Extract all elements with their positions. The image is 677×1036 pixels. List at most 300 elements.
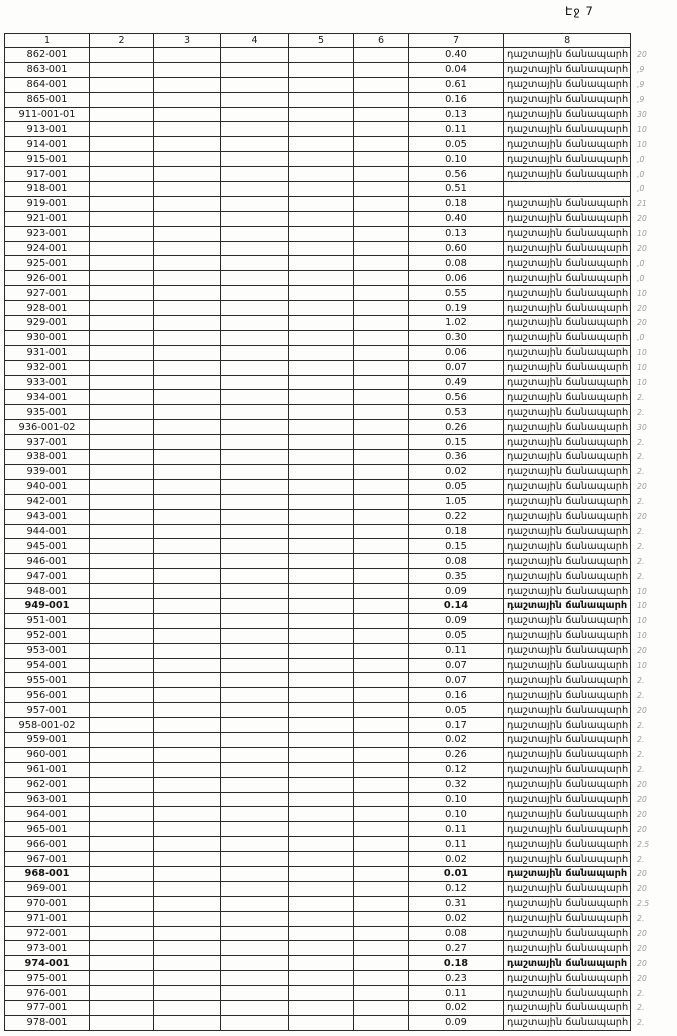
empty-cell [289, 703, 354, 718]
empty-cell [90, 450, 154, 465]
table-row [5, 345, 676, 360]
empty-cell [354, 598, 409, 613]
empty-cell [90, 747, 154, 762]
empty-cell [221, 837, 289, 852]
margin-note: ,0 [637, 258, 645, 268]
empty-cell [154, 658, 221, 673]
road-code-cell: 976-001 [5, 986, 90, 1001]
road-code-cell: 939-001 [5, 464, 90, 479]
road-type-cell: դաշտային ճանապարհ [504, 167, 631, 182]
road-code-cell: 968-001 [5, 866, 90, 881]
empty-cell [90, 703, 154, 718]
empty-cell [221, 77, 289, 92]
table-row [5, 896, 676, 911]
empty-cell [221, 762, 289, 777]
empty-cell [354, 48, 409, 63]
empty-cell [289, 450, 354, 465]
road-code-cell: 915-001 [5, 152, 90, 167]
empty-cell [289, 390, 354, 405]
empty-cell [221, 390, 289, 405]
area-value-cell: 0.05 [409, 703, 504, 718]
road-type-cell: դաշտային ճանապարհ [504, 688, 631, 703]
road-type-cell: դաշտային ճանապարհ [504, 598, 631, 613]
empty-cell [354, 256, 409, 271]
area-value-cell: 0.22 [409, 509, 504, 524]
empty-cell [221, 852, 289, 867]
road-type-cell: դաշտային ճանապարհ [504, 479, 631, 494]
empty-cell [354, 390, 409, 405]
empty-cell [90, 405, 154, 420]
area-value-cell: 0.13 [409, 107, 504, 122]
empty-cell [354, 167, 409, 182]
table-row [5, 613, 676, 628]
empty-cell [221, 405, 289, 420]
empty-cell [354, 688, 409, 703]
empty-cell [221, 316, 289, 331]
road-code-cell: 953-001 [5, 643, 90, 658]
empty-cell [289, 688, 354, 703]
column-header: 5 [289, 34, 354, 48]
road-code-cell: 938-001 [5, 450, 90, 465]
empty-cell [289, 182, 354, 197]
table-row [5, 48, 676, 63]
empty-cell [354, 986, 409, 1001]
empty-cell [90, 196, 154, 211]
road-code-cell: 919-001 [5, 196, 90, 211]
empty-cell [90, 182, 154, 197]
area-value-cell: 0.40 [409, 211, 504, 226]
empty-cell [154, 405, 221, 420]
margin-note: 20 [637, 646, 647, 656]
empty-cell [289, 330, 354, 345]
empty-cell [354, 866, 409, 881]
area-value-cell: 0.06 [409, 271, 504, 286]
road-code-cell: 932-001 [5, 360, 90, 375]
empty-cell [289, 256, 354, 271]
margin-note: 2.5 [637, 899, 650, 909]
empty-cell [289, 196, 354, 211]
table-row [5, 167, 676, 182]
column-header: 3 [154, 34, 221, 48]
margin-note: 20 [637, 318, 647, 328]
area-value-cell: 0.26 [409, 420, 504, 435]
empty-cell [354, 494, 409, 509]
area-value-cell: 0.13 [409, 226, 504, 241]
road-type-cell: դաշտային ճանապարհ [504, 390, 631, 405]
empty-cell [354, 822, 409, 837]
empty-cell [289, 167, 354, 182]
empty-cell [354, 77, 409, 92]
empty-cell [154, 926, 221, 941]
empty-cell [90, 479, 154, 494]
area-value-cell: 1.05 [409, 494, 504, 509]
empty-cell [221, 584, 289, 599]
empty-cell [90, 837, 154, 852]
area-value-cell: 0.07 [409, 658, 504, 673]
empty-cell [354, 852, 409, 867]
empty-cell [154, 479, 221, 494]
empty-cell [221, 241, 289, 256]
empty-cell [354, 137, 409, 152]
area-value-cell: 0.09 [409, 584, 504, 599]
table-row [5, 152, 676, 167]
empty-cell [154, 464, 221, 479]
empty-cell [221, 732, 289, 747]
table-row [5, 360, 676, 375]
area-value-cell: 0.09 [409, 613, 504, 628]
table-row [5, 807, 676, 822]
area-value-cell: 0.31 [409, 896, 504, 911]
empty-cell [90, 375, 154, 390]
empty-cell [154, 866, 221, 881]
empty-cell [90, 569, 154, 584]
empty-cell [90, 986, 154, 1001]
empty-cell [221, 822, 289, 837]
empty-cell [354, 241, 409, 256]
empty-cell [354, 584, 409, 599]
empty-cell [154, 598, 221, 613]
empty-cell [90, 628, 154, 643]
empty-cell [221, 509, 289, 524]
road-type-cell: դաշտային ճանապարհ [504, 286, 631, 301]
empty-cell [154, 837, 221, 852]
road-code-cell: 970-001 [5, 896, 90, 911]
empty-cell [154, 762, 221, 777]
empty-cell [354, 360, 409, 375]
empty-cell [90, 792, 154, 807]
empty-cell [354, 956, 409, 971]
area-value-cell: 0.16 [409, 92, 504, 107]
road-code-cell: 865-001 [5, 92, 90, 107]
empty-cell [221, 182, 289, 197]
empty-cell [221, 524, 289, 539]
empty-cell [221, 926, 289, 941]
empty-cell [289, 971, 354, 986]
road-code-cell: 951-001 [5, 613, 90, 628]
road-code-cell: 973-001 [5, 941, 90, 956]
empty-cell [90, 494, 154, 509]
empty-cell [221, 122, 289, 137]
column-header: 6 [354, 34, 409, 48]
empty-cell [154, 286, 221, 301]
empty-cell [354, 509, 409, 524]
empty-cell [221, 941, 289, 956]
table-row [5, 569, 676, 584]
empty-cell [221, 286, 289, 301]
road-code-cell: 931-001 [5, 345, 90, 360]
empty-cell [221, 971, 289, 986]
margin-note: 20 [637, 824, 647, 834]
empty-cell [354, 941, 409, 956]
table-row [5, 524, 676, 539]
table-row [5, 286, 676, 301]
empty-cell [154, 941, 221, 956]
table-row [5, 881, 676, 896]
table-row [5, 182, 676, 197]
area-value-cell: 0.27 [409, 941, 504, 956]
road-code-cell: 961-001 [5, 762, 90, 777]
empty-cell [221, 658, 289, 673]
table-row [5, 747, 676, 762]
road-type-cell: դաշտային ճանապարհ [504, 986, 631, 1001]
area-value-cell: 0.49 [409, 375, 504, 390]
empty-cell [90, 911, 154, 926]
margin-note: 10 [637, 348, 647, 358]
road-code-cell: 933-001 [5, 375, 90, 390]
road-code-cell: 940-001 [5, 479, 90, 494]
table-row [5, 420, 676, 435]
road-type-cell: դաշտային ճանապարհ [504, 509, 631, 524]
table-row [5, 852, 676, 867]
area-value-cell: 0.05 [409, 479, 504, 494]
empty-cell [354, 435, 409, 450]
empty-cell [289, 986, 354, 1001]
empty-cell [154, 718, 221, 733]
table-row [5, 494, 676, 509]
margin-note: 2.5 [637, 839, 650, 849]
empty-cell [154, 256, 221, 271]
area-value-cell: 0.12 [409, 881, 504, 896]
table-row [5, 628, 676, 643]
empty-cell [289, 62, 354, 77]
road-code-cell: 946-001 [5, 554, 90, 569]
margin-note: 10 [637, 139, 647, 149]
table-header [5, 34, 676, 48]
road-type-cell: դաշտային ճանապարհ [504, 137, 631, 152]
empty-cell [289, 941, 354, 956]
road-code-cell: 974-001 [5, 956, 90, 971]
margin-note: ,0 [637, 154, 645, 164]
road-code-cell: 864-001 [5, 77, 90, 92]
road-type-cell: դաշտային ճանապարհ [504, 852, 631, 867]
empty-cell [221, 152, 289, 167]
road-type-cell: դաշտային ճանապարհ [504, 613, 631, 628]
empty-cell [154, 211, 221, 226]
margin-note: 10 [637, 378, 647, 388]
table-row [5, 718, 676, 733]
table-row [5, 777, 676, 792]
road-type-cell: դաշտային ճանապարհ [504, 866, 631, 881]
road-code-cell: 913-001 [5, 122, 90, 137]
empty-cell [90, 613, 154, 628]
road-type-cell: դաշտային ճանապարհ [504, 271, 631, 286]
empty-cell [90, 330, 154, 345]
margin-note: 10 [637, 631, 647, 641]
road-type-cell: դաշտային ճանապարհ [504, 62, 631, 77]
empty-cell [221, 643, 289, 658]
road-type-cell: դաշտային ճանապարհ [504, 911, 631, 926]
margin-note: 10 [637, 288, 647, 298]
empty-cell [154, 345, 221, 360]
empty-cell [354, 732, 409, 747]
empty-cell [289, 405, 354, 420]
table-row [5, 658, 676, 673]
margin-note: ,0 [637, 169, 645, 179]
table-row [5, 271, 676, 286]
road-code-cell: 952-001 [5, 628, 90, 643]
empty-cell [289, 107, 354, 122]
road-code-cell: 928-001 [5, 301, 90, 316]
empty-cell [154, 896, 221, 911]
area-value-cell: 0.51 [409, 182, 504, 197]
empty-cell [289, 747, 354, 762]
empty-cell [154, 420, 221, 435]
empty-cell [221, 613, 289, 628]
empty-cell [154, 226, 221, 241]
area-value-cell: 0.23 [409, 971, 504, 986]
table-row [5, 703, 676, 718]
empty-cell [90, 256, 154, 271]
margin-note: 2. [637, 392, 645, 402]
area-value-cell: 0.18 [409, 956, 504, 971]
area-value-cell: 0.15 [409, 539, 504, 554]
road-code-cell: 918-001 [5, 182, 90, 197]
margin-note: ,0 [637, 184, 645, 194]
margin-note: 20 [637, 512, 647, 522]
margin-note: 2. [637, 571, 645, 581]
area-value-cell: 0.02 [409, 852, 504, 867]
table-row [5, 435, 676, 450]
road-code-cell: 921-001 [5, 211, 90, 226]
empty-cell [289, 241, 354, 256]
empty-cell [90, 464, 154, 479]
empty-cell [221, 986, 289, 1001]
area-value-cell: 0.08 [409, 554, 504, 569]
area-value-cell: 0.15 [409, 435, 504, 450]
road-code-cell: 942-001 [5, 494, 90, 509]
empty-cell [154, 509, 221, 524]
table-header-row [5, 34, 676, 48]
empty-cell [354, 405, 409, 420]
table-row [5, 598, 676, 613]
empty-cell [289, 852, 354, 867]
empty-cell [90, 852, 154, 867]
road-type-cell: դաշտային ճանապարհ [504, 673, 631, 688]
table-row [5, 62, 676, 77]
empty-cell [289, 866, 354, 881]
road-type-cell: դաշտային ճանապարհ [504, 628, 631, 643]
empty-cell [354, 881, 409, 896]
empty-cell [221, 1015, 289, 1030]
road-code-cell: 924-001 [5, 241, 90, 256]
road-code-cell: 926-001 [5, 271, 90, 286]
road-type-cell: դաշտային ճանապարհ [504, 450, 631, 465]
area-value-cell: 0.09 [409, 1015, 504, 1030]
road-type-cell: դաշտային ճանապարհ [504, 196, 631, 211]
road-type-cell: դաշտային ճանապարհ [504, 926, 631, 941]
empty-cell [154, 807, 221, 822]
margin-note: 2. [637, 914, 645, 924]
empty-cell [289, 673, 354, 688]
area-value-cell: 0.14 [409, 598, 504, 613]
empty-cell [354, 196, 409, 211]
empty-cell [354, 62, 409, 77]
margin-note: 20 [637, 794, 647, 804]
empty-cell [90, 881, 154, 896]
margin-note: 2. [637, 675, 645, 685]
margin-note: 2. [637, 437, 645, 447]
empty-cell [154, 703, 221, 718]
road-type-cell: դաշտային ճանապարհ [504, 584, 631, 599]
road-type-cell: դաշտային ճանապարհ [504, 777, 631, 792]
empty-cell [221, 435, 289, 450]
table-row [5, 971, 676, 986]
empty-cell [90, 420, 154, 435]
empty-cell [90, 286, 154, 301]
area-value-cell: 0.01 [409, 866, 504, 881]
empty-cell [90, 524, 154, 539]
road-code-cell: 917-001 [5, 167, 90, 182]
empty-cell [354, 182, 409, 197]
margin-note: 2. [637, 735, 645, 745]
area-value-cell: 0.35 [409, 569, 504, 584]
margin-note: 20 [637, 869, 647, 879]
road-code-cell: 943-001 [5, 509, 90, 524]
empty-cell [289, 420, 354, 435]
empty-cell [354, 718, 409, 733]
empty-cell [221, 598, 289, 613]
area-value-cell: 0.56 [409, 167, 504, 182]
road-type-cell: դաշտային ճանապարհ [504, 718, 631, 733]
road-type-cell: դաշտային ճանապարհ [504, 464, 631, 479]
empty-cell [90, 732, 154, 747]
margin-note: 20 [637, 884, 647, 894]
table-row [5, 301, 676, 316]
empty-cell [289, 92, 354, 107]
road-type-cell: դաշտային ճանապարհ [504, 77, 631, 92]
table-row [5, 390, 676, 405]
empty-cell [154, 792, 221, 807]
empty-cell [154, 137, 221, 152]
empty-cell [221, 554, 289, 569]
empty-cell [154, 450, 221, 465]
empty-cell [289, 509, 354, 524]
area-value-cell: 0.32 [409, 777, 504, 792]
road-code-cell: 947-001 [5, 569, 90, 584]
table-row [5, 241, 676, 256]
table-row [5, 211, 676, 226]
empty-cell [90, 718, 154, 733]
area-value-cell: 0.19 [409, 301, 504, 316]
empty-cell [154, 956, 221, 971]
empty-cell [154, 524, 221, 539]
empty-cell [354, 613, 409, 628]
empty-cell [154, 852, 221, 867]
margin-note: 2. [637, 452, 645, 462]
empty-cell [289, 211, 354, 226]
empty-cell [154, 360, 221, 375]
area-value-cell: 0.04 [409, 62, 504, 77]
area-value-cell: 0.06 [409, 345, 504, 360]
empty-cell [289, 524, 354, 539]
area-value-cell: 0.02 [409, 1001, 504, 1016]
empty-cell [154, 688, 221, 703]
road-code-cell: 925-001 [5, 256, 90, 271]
empty-cell [221, 360, 289, 375]
empty-cell [221, 479, 289, 494]
area-value-cell: 0.56 [409, 390, 504, 405]
empty-cell [221, 330, 289, 345]
margin-note: 2. [637, 750, 645, 760]
empty-cell [289, 718, 354, 733]
empty-cell [90, 688, 154, 703]
road-code-cell: 966-001 [5, 837, 90, 852]
empty-cell [154, 539, 221, 554]
empty-cell [90, 1001, 154, 1016]
empty-cell [289, 613, 354, 628]
empty-cell [221, 450, 289, 465]
table-row [5, 405, 676, 420]
